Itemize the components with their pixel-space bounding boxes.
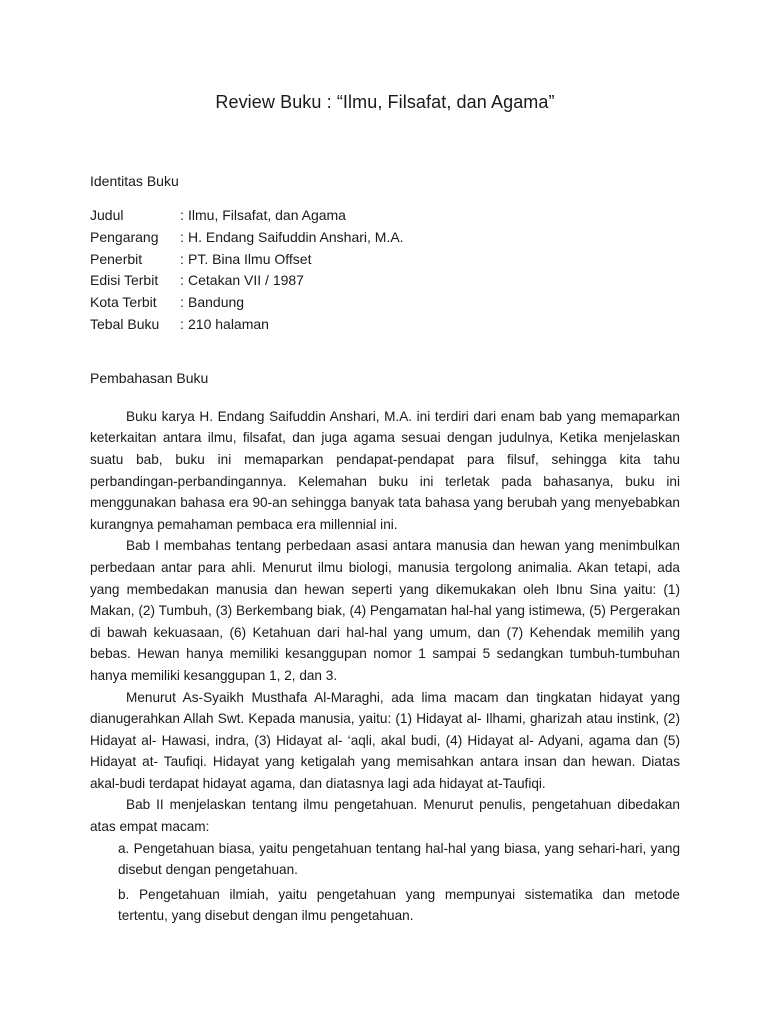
discussion-heading: Pembahasan Buku — [90, 369, 209, 386]
identity-separator: : — [180, 207, 184, 223]
identity-separator: : — [180, 315, 184, 332]
identity-label: Tebal Buku — [90, 315, 160, 332]
identity-label: Kota Terbit — [90, 294, 157, 311]
document-title: Review Buku : “Ilmu, Filsafat, dan Agama” — [215, 92, 555, 112]
list-item: b. Pengetahuan ilmiah, yaitu pengetahuan yang mempunyai sistematika dan metode tertentu, yang disebut dengan ilmu pengetahuan. — [118, 886, 680, 924]
identity-row-city — [90, 292, 680, 314]
body-paragraph: Bab I membahas tentang perbedaan asasi antara manusia dan hewan yang menimbulkan perbedaan antar para ahli. Menurut ilmu biologi, manusia tergolong animalia. Akan tetapi, ada yang membedakan manusia dan hewan seperti yang dikemukakan oleh Ibnu Sina yaitu: (1) Makan, (2) Tumbuh, (3) Berkembang biak, (4) Pengamatan hal-hal yang istimewa, (5) Pergerakan di bawah kekuasaan, (6) Ketahuan dari hal-hal yang umum, dan (7) Kehendak memilih yang bebas. Hewan hanya memiliki kesanggupan nomor 1 sampai 5 sedangkan tumbuh-tumbuhan hanya memiliki kesanggupan 1, 2, dan 3. — [90, 538, 680, 683]
identity-value: 210 halaman — [188, 315, 269, 332]
identity-row-author — [90, 227, 680, 249]
identity-row-pages — [90, 314, 680, 336]
body-paragraph: Bab II menjelaskan tentang ilmu pengetahuan. Menurut penulis, pengetahuan dibedakan atas empat macam: — [90, 797, 680, 835]
identity-label: Pengarang — [90, 228, 159, 245]
identity-separator: : — [180, 250, 184, 267]
identity-separator: : — [180, 294, 184, 311]
identity-value: Bandung — [188, 294, 245, 311]
book-identity-table — [90, 205, 680, 336]
identity-label: Penerbit — [90, 250, 143, 267]
identity-value: H. Endang Saifuddin Anshari, M.A. — [188, 228, 404, 245]
body-paragraph: Menurut As-Syaikh Musthafa Al-Maraghi, ada lima macam dan tingkatan hidayat yang dianugerahkan Allah Swt. Kepada manusia, yaitu: (1) Hidayat al- Ilhami, gharizah atau instink, (2) Hidayat al- Hawasi, indra, (3) Hidayat al- ‘aqli, akal budi, (4) Hidayat al- Adyani, agama dan (5) Hidayat at- Taufiqi. Hidayat yang ketigalah yang memisahkan antara insan dan hewan. Diatas akal-budi terdapat hidayat agama, dan diatasnya lagi ada hidayat at-Taufiqi. — [90, 689, 680, 791]
identity-separator: : — [180, 228, 184, 245]
identity-label: Edisi Terbit — [90, 272, 159, 289]
identity-heading: Identitas Buku — [90, 173, 179, 189]
identity-label: Judul — [90, 207, 124, 223]
body-paragraph: Buku karya H. Endang Saifuddin Anshari, M.A. ini terdiri dari enam bab yang memaparkan keterkaitan antara ilmu, filsafat, dan juga agama sesuai dengan judulnya, Ketika menjelaskan suatu bab, buku ini memaparkan pendapat-pendapat para filsuf, sehingga kita tahu perbandingan-perbandingannya. Kelemahan buku ini terletak pada bahasanya, buku ini menggunakan bahasa era 90-an sehingga banyak tata bahasa yang berubah yang menyebabkan kurangnya pemahaman pembaca era millennial ini. — [90, 408, 680, 532]
identity-row-edition — [90, 270, 680, 292]
identity-separator: : — [180, 272, 184, 289]
identity-value: Ilmu, Filsafat, dan Agama — [188, 207, 346, 223]
identity-row-publisher — [90, 249, 680, 271]
identity-value: Cetakan VII / 1987 — [188, 272, 304, 289]
list-item: a. Pengetahuan biasa, yaitu pengetahuan tentang hal-hal yang biasa, yang sehari-hari, yang disebut dengan pengetahuan. — [118, 840, 680, 878]
identity-row-title — [90, 205, 680, 227]
identity-value: PT. Bina Ilmu Offset — [188, 250, 312, 267]
